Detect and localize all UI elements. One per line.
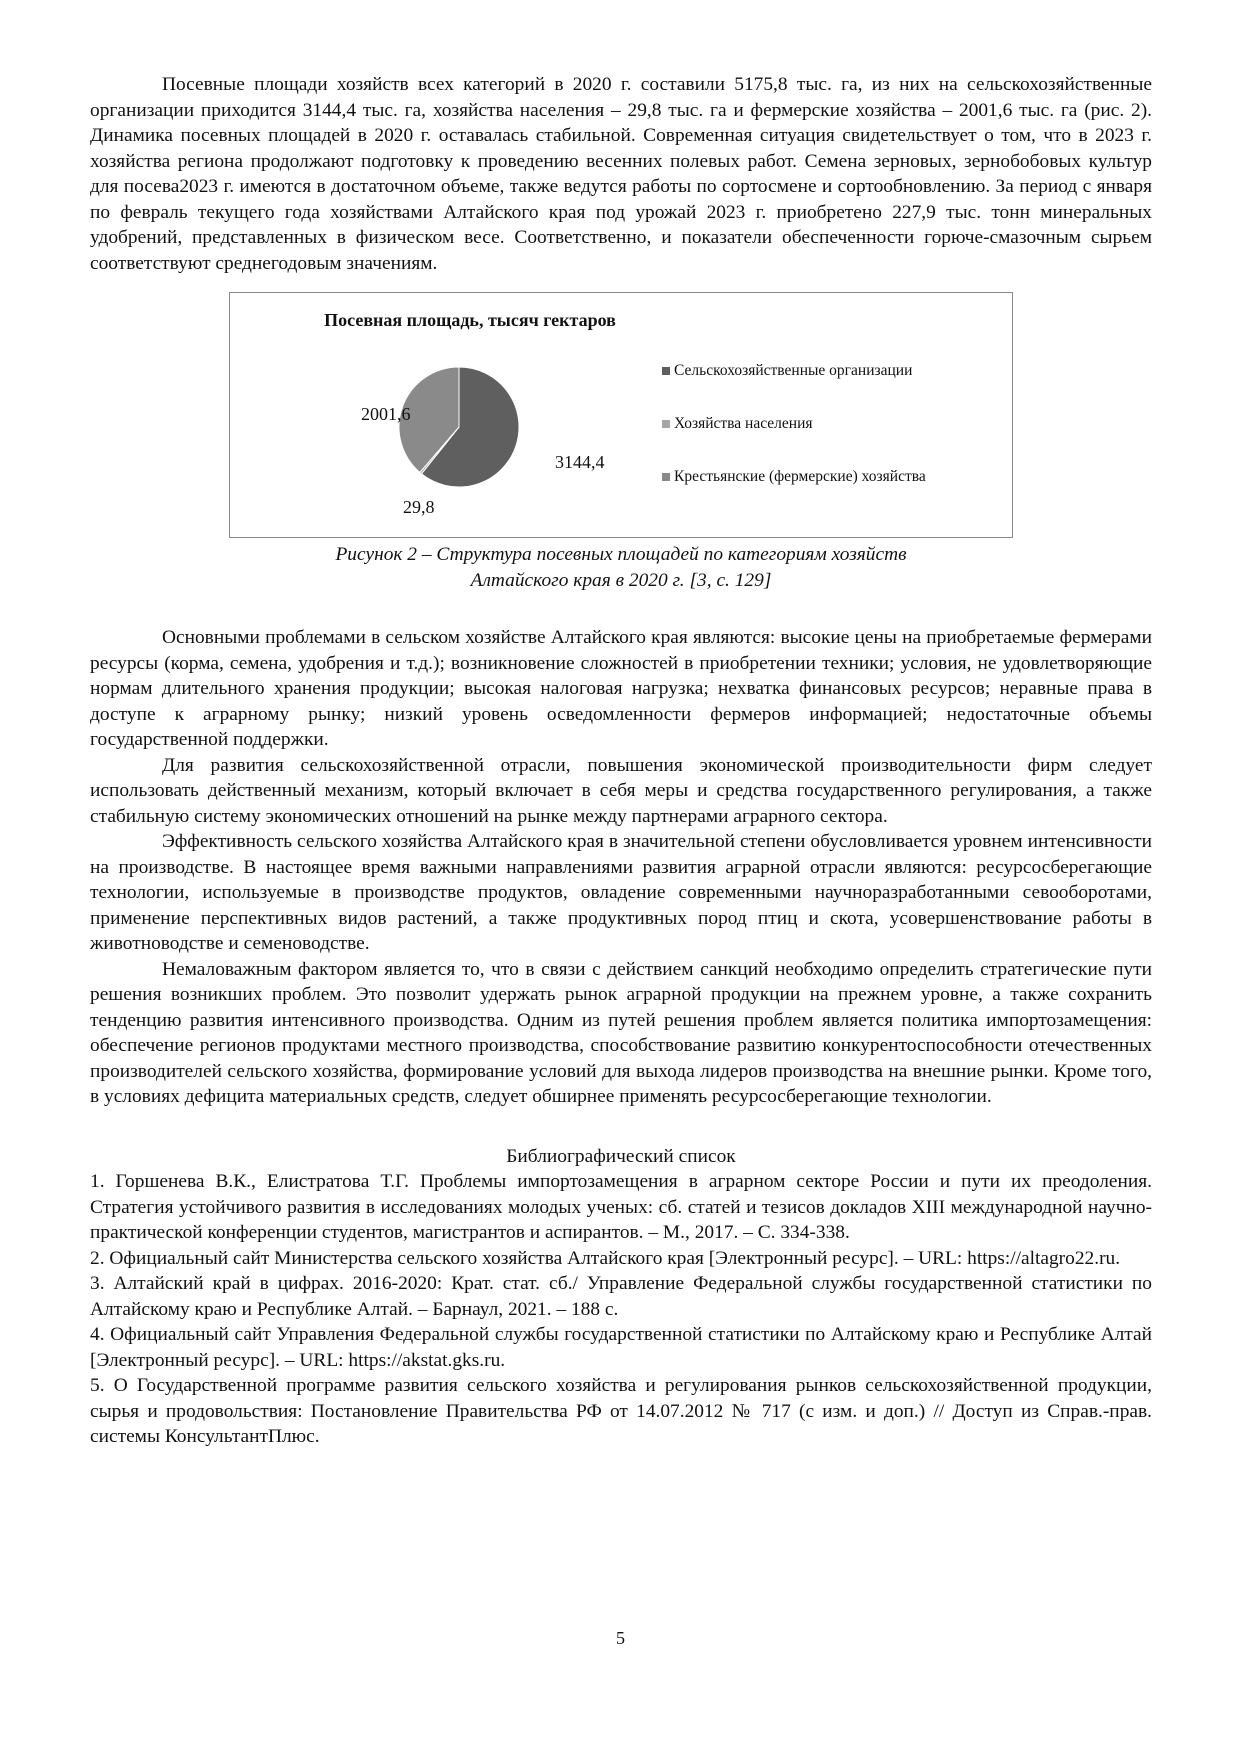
bibliography-item: 1. Горшенева В.К., Елистратова Т.Г. Проблемы импортозамещения в аграрном секторе России и пути их преодоления. Стратегия устойчивого развития в исследованиях молодых ученых: сб. статей и тезисов докладов XIII международной научно-практической конференции студентов, магистрантов и аспирантов. – М., 2017. – С. 334-338. [90,1171,1152,1243]
legend-label-farms: Крестьянские (фермерские) хозяйства [674,468,926,485]
figure-caption-line2: Алтайского края в 2020 г. [3, с. 129] [470,569,772,591]
body-paragraph: Немаловажным фактором является то, что в связи с действием санкций необходимо определить стратегические пути решения возникших проблем. Это позволит удержать рынок аграрной продукции на прежнем уровне, а также сохранить тенденцию развития интенсивного производства. Одним из путей решения проблем является политика импортозамещения: обеспечение регионов продуктами местного производства, способствование развитию конкурентоспособности отечественных производителей сельского хозяйства, формирование условий для выхода лидеров производства на внешние рынки. Кроме того, в условиях дефицита материальных средств, следует обширнее применять ресурсосберегающие технологии. [90,958,1152,1107]
figure-caption-line1: Рисунок 2 – Структура посевных площадей по категориям хозяйств [335,544,907,565]
legend-item-farms [662,464,926,490]
legend-swatch-organizations [662,367,670,375]
body-paragraph: Для развития сельскохозяйственной отрасли, повышения экономической производительности фирм следует использовать действенный механизм, который включает в себя меры и средства государственного регулирования, а также стабильную систему экономических отношений на рынке между партнерами аграрного сектора. [90,754,1152,827]
intro-paragraph: Посевные площади хозяйств всех категорий в 2020 г. составили 5175,8 тыс. га, из них на сельскохозяйственные организации приходится 3144,4 тыс. га, хозяйства населения – 29,8 тыс. га и фермерские хозяйства – 2001,6 тыс. га (рис. 2). Динамика посевных площадей в 2020 г. оставалась стабильной. Современная ситуация свидетельствует о том, что в 2023 г. хозяйства региона продолжают подготовку к проведению весенних полевых работ. Семена зерновых, зернобобовых культур для посева2023 г. имеются в достаточном объеме, также ведутся работы по сортосмене и сортообновлению. За период с января по февраль текущего года хозяйствами Алтайского края под урожай 2023 г. приобретено 227,9 тыс. тонн минеральных удобрений, представленных в физическом весе. Соответственно, и показатели обеспеченности горюче-смазочным сырьем соответствуют среднегодовым значениям. [90,74,1152,274]
pie-chart [230,293,710,539]
chart-legend [662,358,926,517]
bibliography-item: 2. Официальный сайт Министерства сельского хозяйства Алтайского края [Электронный ресурс]. – URL: https://altagro22.ru. [90,1247,1121,1269]
body-paragraph: Основными проблемами в сельском хозяйстве Алтайского края являются: высокие цены на приобретаемые фермерами ресурсы (корма, семена, удобрения и т.д.); возникновение сложностей в приобретении техники; условия, не удовлетворяющие нормам длительного хранения продукции; высокая налоговая нагрузка; нехватка финансовых ресурсов; неравные права в доступе к аграрному рынку; низкий уровень осведомленности фермеров информацией; недостаточные объемы государственной поддержки. [90,627,1152,750]
legend-swatch-households [662,420,670,428]
legend-label-organizations: Сельскохозяйственные организации [674,362,913,379]
page-number: 5 [616,1628,625,1648]
bibliography-item: 4. Официальный сайт Управления Федеральной службы государственной статистики по Алтайскому краю и Республике Алтай [Электронный ресурс]. – URL: https://akstat.gks.ru. [90,1324,1152,1371]
legend-swatch-farms [662,473,670,481]
slice-label-farms: 2001,6 [361,404,411,424]
figure-caption [90,542,1152,593]
bibliography-title: Библиографический список [506,1145,736,1167]
bibliography-item: 5. О Государственной программе развития сельского хозяйства и регулирования рынков сельскохозяйственной продукции, сырья и продовольствия: Постановление Правительства РФ от 14.07.2012 № 717 (с изм. и доп.) // Доступ из Справ.-прав. системы КонсультантПлюс. [90,1375,1152,1447]
chart-title: Посевная площадь, тысяч гектаров [324,310,616,330]
page-content [90,72,1152,1450]
bibliography-item: 3. Алтайский край в цифрах. 2016-2020: Крат. стат. сб./ Управление Федеральной службы государственной статистики по Алтайскому краю и Республике Алтай. – Барнаул, 2021. – 188 с. [90,1273,1152,1320]
body-paragraph: Эффективность сельского хозяйства Алтайского края в значительной степени обусловливается уровнем интенсивности на производстве. В настоящее время важными направлениями развития аграрной отрасли являются: ресурсосберегающие технологии, используемые в производстве продуктов, овладение современными научноразработанными севооборотами, применение перспективных видов растений, а также продуктивных пород птиц и скота, усовершенствование работы в животноводстве и семеноводстве. [90,831,1152,954]
legend-label-households: Хозяйства населения [674,415,813,432]
legend-item-households [662,411,926,437]
slice-label-organizations: 3144,4 [555,452,605,472]
slice-label-households: 29,8 [403,497,435,517]
legend-item-organizations [662,358,926,384]
pie-chart-figure [229,292,1013,538]
